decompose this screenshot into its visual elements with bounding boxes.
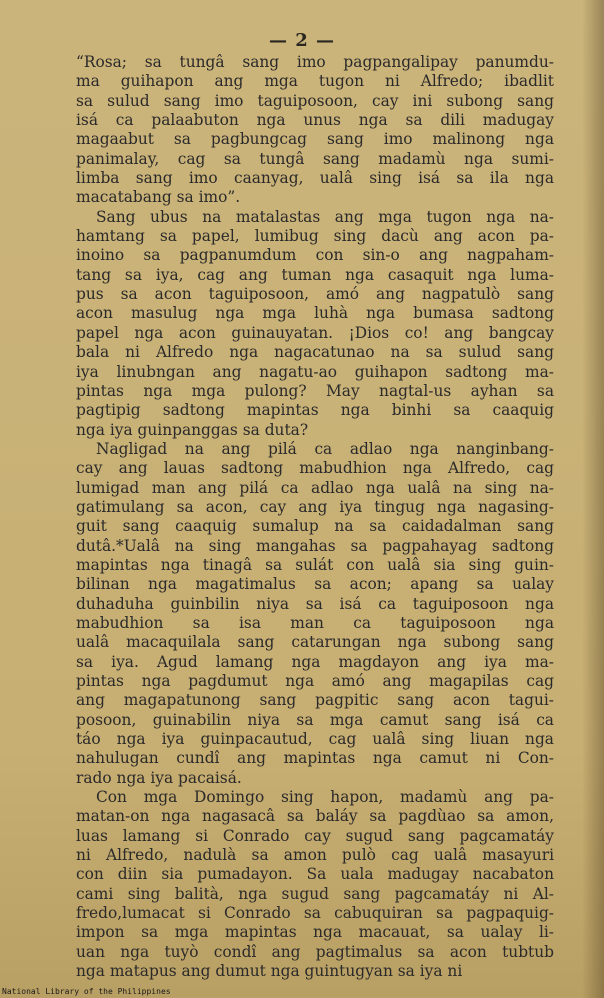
text-line: fredo,lumacat si Conrado sa cabuquiran sa pagpaquig- [76, 904, 554, 923]
paragraph [76, 208, 554, 440]
text-line: ma guihapon ang mga tugon ni Alfredo; ibadlit [76, 72, 554, 91]
text-line: pagtipig sadtong mapintas nga binhi sa caaquig [76, 401, 554, 420]
text-line: macatabang sa imo”. [76, 188, 241, 207]
text-line: ang magapatunong sang pagpitic sang acon tagui- [76, 691, 554, 710]
text-line: bilinan nga magatimalus sa acon; apang sa ualay [76, 575, 554, 594]
text-line: táo nga iya guinpacautud, cag ualâ sing liuan nga [76, 730, 554, 749]
text-line: papel nga acon guinauyatan. ¡Dios co! ang bangcay [76, 323, 554, 342]
text-line: Sang ubus na matalastas ang mga tugon nga na- [96, 207, 554, 226]
text-line: duhaduha guinbilin niya sa isá ca taguiposoon nga [76, 594, 554, 613]
text-line: sa iya. Agud lamang nga magdayon ang iya ma- [76, 652, 554, 671]
text-line: inoino sa pagpanumdum con sin-o ang nagpaham- [76, 246, 554, 265]
text-line: isá ca palaabuton nga unus nga sa dili madugay [76, 111, 554, 130]
text-line: Nagligad na ang pilá ca adlao nga nanginbang- [96, 439, 554, 458]
text-line: tang sa iya, cag ang tuman nga casaquit nga luma- [76, 265, 554, 284]
text-line: nga matapus ang dumut nga guintugyan sa iya ni [76, 962, 463, 981]
text-line: dutâ.*Ualâ na sing mangahas sa pagpahayag sadtong [76, 536, 554, 555]
text-line: limba sang imo caanyag, ualâ sing isá sa ila nga [76, 169, 554, 188]
text-line: gatimulang sa acon, cay ang iya tingug nga nagasing- [76, 497, 554, 516]
paragraph [76, 53, 554, 208]
text-line: Con mga Domingo sing hapon, madamù ang pa- [96, 788, 554, 807]
text-line: mabudhion sa isa man ca taguiposoon nga [76, 613, 554, 632]
text-line: magaabut sa pagbungcag sang imo malinong nga [76, 130, 554, 149]
text-line: matan-on nga nagasacâ sa baláy sa pagdùao sa amon, [76, 807, 554, 826]
page-number: — 2 — [268, 30, 336, 51]
text-line: bala ni Alfredo nga nagacatunao na sa sulud sang [76, 343, 554, 362]
text-line: uan nga tuyò condî ang pagtimalus sa acon tubtub [76, 942, 554, 961]
text-line: nahulugan cundî ang mapintas nga camut ni Con- [76, 749, 554, 768]
text-line: lumigad man ang pilá ca adlao nga ualâ na sing na- [76, 478, 554, 497]
paragraph [76, 788, 554, 981]
text-line: sa sulud sang imo taguiposoon, cay ini subong sang [76, 91, 554, 110]
text-line: pintas nga pagdumut nga amó ang magapilas cag [76, 672, 554, 690]
text-line: “Rosa; sa tungâ sang imo pagpangalipay panumdu- [76, 53, 554, 71]
text-line: posoon, guinabilin niya sa mga camut sang isá ca [76, 710, 554, 729]
text-line: nga iya guinpanggas sa duta? [76, 420, 309, 439]
text-line: ni Alfredo, nadulà sa amon pulò cag ualâ masayuri [76, 846, 554, 865]
text-line: hamtang sa papel, lumibug sing dacù ang acon pa- [76, 227, 554, 246]
text-line: mapintas nga tinagâ sa sulát con ualâ sia sing guin- [76, 555, 554, 574]
text-line: cay ang lauas sadtong mabudhion nga Alfredo, cag [76, 459, 554, 478]
text-line: panimalay, cag sa tungâ sang madamù nga sumi- [76, 149, 554, 168]
paragraph [76, 440, 554, 788]
text-line: rado nga iya pacaisá. [76, 768, 242, 787]
library-credit: National Library of the Philippines [2, 987, 171, 996]
text-line: acon masulug nga mga luhà nga bumasa sadtong [76, 304, 554, 323]
text-line: cami sing balità, nga sugud sang pagcamatáy ni Al- [76, 884, 554, 903]
text-line: guit sang caaquig sumalup na sa caidadalman sang [76, 517, 554, 536]
text-line: impon sa mga mapintas nga macauat, sa ualay li- [76, 923, 554, 942]
body-text [76, 53, 554, 982]
text-line: pus sa acon taguiposoon, amó ang nagpatulò sang [76, 285, 554, 304]
text-line: luas lamang si Conrado cay sugud sang pagcamatáy [76, 826, 554, 845]
text-line: iya linubngan ang nagatu-ao guihapon sadtong ma- [76, 362, 554, 381]
text-line: ualâ macaquilala sang catarungan nga subong sang [76, 633, 554, 652]
text-line: pintas nga mga pulong? May nagtal-us ayhan sa [76, 381, 554, 400]
text-line: con diin sia pumadayon. Sa uala madugay nacabaton [76, 865, 554, 884]
